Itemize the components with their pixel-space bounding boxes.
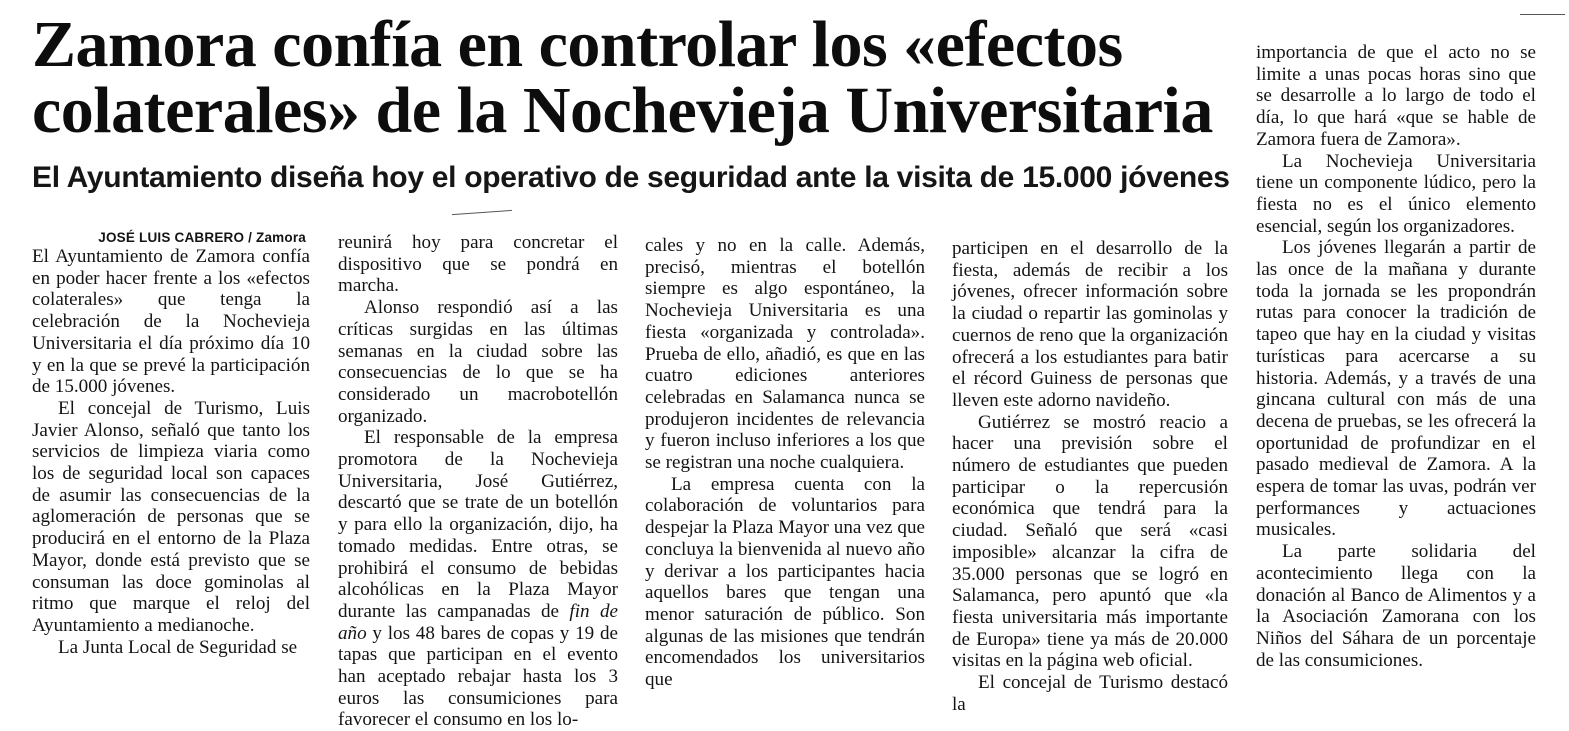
text-run: El responsable de la empresa promotora de la Nochevieja Universitaria, José Gutiérrez, descartó que se trate de un botellón y para ello la organización, dijo, ha tomado medidas. Entre otras, se prohibirá el consumo de bebidas alcohólicas en la Plaza Mayor durante las campanadas de xyxy=(338,427,618,622)
headline: Zamora confía en controlar los «efectos colaterales» de la Nochevieja Universitaria xyxy=(32,8,1213,147)
byline: JOSÉ LUIS CABRERO / Zamora xyxy=(98,230,306,245)
paragraph: participen en el desarrollo de la fiesta, además de recibir a los jóvenes, ofrecer información sobre la ciudad o repartir las gominolas y cuernos de reno que la organización ofrecerá a los estudiantes para batir el récord Guiness de personas que lleven este adorno navideño. xyxy=(952,238,1228,411)
paragraph: El concejal de Turismo, Luis Javier Alonso, señaló que tanto los servicios de limpieza viaria como los de seguridad local son capaces de asumir las consecuencias de la aglomeración de personas que se producirá en el entorno de la Plaza Mayor, donde está previsto que se consuman las doce gominolas al ritmo que marque el reloj del Ayuntamiento a medianoche. xyxy=(32,397,310,636)
subheadline: El Ayuntamiento diseña hoy el operativo de seguridad ante la visita de 15.000 jóvenes xyxy=(32,161,1230,194)
paragraph: La Junta Local de Seguridad se xyxy=(58,636,298,658)
paragraph: La empresa cuenta con la colaboración de voluntarios para despejar la Plaza Mayor una vez que concluya la bienvenida al nuevo año y derivar a los participantes hacia aquellos bares que tengan una menor saturación de público. Son algunas de las misiones que tendrán encomendados los universitarios que xyxy=(645,473,925,691)
paragraph: reunirá hoy para concretar el dispositivo que se pondrá en marcha. xyxy=(338,232,618,297)
paragraph: importancia de que el acto no se limite a unas pocas horas sino que se desarrolle a lo largo de todo el día, lo que hará «que se hable de Zamora fuera de Zamora». xyxy=(1256,42,1536,150)
paragraph: Alonso respondió así a las críticas surgidas en las últimas semanas en la ciudad sobre las consecuencias de lo que se ha considerado un macrobotellón organizado. xyxy=(338,297,618,427)
paragraph: Gutiérrez se mostró reacio a hacer una previsión sobre el número de estudiantes que pueden participar o la repercusión económica que tendrá para la ciudad. Señaló que será «casi imposible» alcanzar la cifra de 35.000 personas que se logró en Salamanca, pero apuntó que «la fiesta universitaria más importante de Europa» tiene ya más de 20.000 visitas en la página web oficial. xyxy=(952,411,1228,672)
scan-mark xyxy=(1520,14,1565,15)
paragraph xyxy=(338,427,618,731)
column-3 xyxy=(645,235,925,691)
column-5 xyxy=(1256,42,1536,671)
paragraph: cales y no en la calle. Además, precisó, mientras el botellón siempre es algo espontáneo, la Nochevieja Universitaria es una fiesta «organizada y controlada». Prueba de ello, añadió, es que en las cuatro ediciones anteriores celebradas en Salamanca nunca se produjeron incidentes de relevancia y fueron incluso inferiores a los que se registran una noche cualquiera. xyxy=(645,235,925,474)
emphasis: fin de año xyxy=(338,600,618,644)
paragraph: La parte solidaria del acontecimiento llega con la donación al Banco de Alimentos y a la Asociación Zamorana con los Niños del Sáhara de un porcentaje de las consumiciones. xyxy=(1256,541,1536,671)
paragraph: La Nochevieja Universitaria tiene un componente lúdico, pero la fiesta no es el único elemento esencial, según los organizadores. xyxy=(1256,150,1536,237)
paragraph: El concejal de Turismo destacó la xyxy=(952,672,1228,715)
paragraph: El Ayuntamiento de Zamora confía en poder hacer frente a los «efectos colaterales» que tenga la celebración de la Nochevieja Universitaria el día próximo día 10 y en la que se prevé la participación de 15.000 jóvenes. xyxy=(32,246,310,398)
column-4 xyxy=(952,238,1228,715)
text-run: y los 48 bares de copas y 19 de tapas que participan en el evento han aceptado rebajar hasta los 3 euros las consumiciones para favorecer el consumo en los lo- xyxy=(338,622,618,731)
paragraph: Los jóvenes llegarán a partir de las once de la mañana y durante toda la jornada se les propondrán rutas para conocer la tradición de tapeo que hay en la ciudad y visitas turísticas para acercarse a su historia. Además, y a través de una gincana cultural con más de una decena de pruebas, se les ofrecerá la oportunidad de profundizar en el pasado medieval de Zamora. A la espera de tomar las uvas, podrán ver performances y actuaciones musicales. xyxy=(1256,237,1536,541)
column-2 xyxy=(338,232,618,731)
column-1 xyxy=(32,229,310,658)
scan-mark xyxy=(452,210,512,215)
